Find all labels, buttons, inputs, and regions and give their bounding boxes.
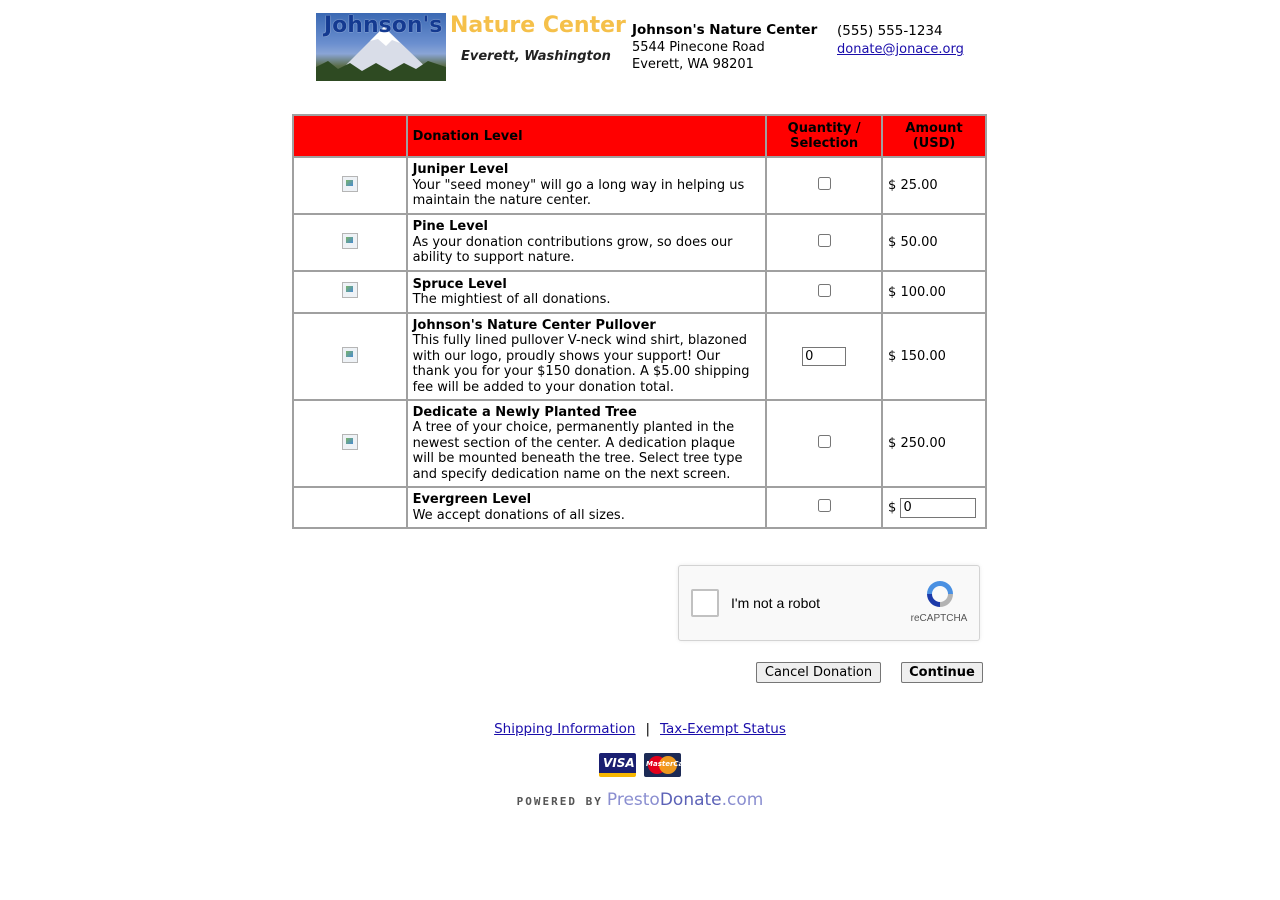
- row-selection-cell: [766, 400, 882, 487]
- row-image-cell: [293, 400, 407, 487]
- row-amount: $ 250.00: [882, 400, 986, 487]
- org-name: Johnson's Nature Center: [632, 22, 818, 38]
- row-description-cell: [407, 487, 767, 528]
- powered-by-logo: [0, 790, 1280, 810]
- level-name: Dedicate a Newly Planted Tree: [412, 405, 637, 421]
- site-logo: [316, 13, 626, 81]
- visa-text: VISA: [603, 756, 635, 770]
- row-description-cell: [407, 157, 767, 214]
- footer-links: [0, 721, 1280, 737]
- logo-subtitle: Everett, Washington: [461, 49, 611, 64]
- visa-card-icon: [599, 753, 636, 777]
- row-description-cell: [407, 313, 767, 400]
- pullover-quantity-input[interactable]: [802, 347, 846, 366]
- row-image-cell: [293, 487, 407, 528]
- level-name: Evergreen Level: [412, 492, 532, 508]
- level-name: Spruce Level: [412, 276, 507, 292]
- brand-com: .com: [721, 790, 764, 810]
- level-description: A tree of your choice, permanently planted in the newest section of the center. A dedication plaque will be mounted beneath the tree. Select tree type and specify dedication name on the next screen.: [412, 420, 743, 482]
- table-row: [293, 487, 986, 528]
- broken-image-icon: [342, 176, 358, 192]
- level-description: We accept donations of all sizes.: [412, 507, 625, 523]
- row-selection-cell: [766, 271, 882, 313]
- level-description: This fully lined pullover V-neck wind shirt, blazoned with our logo, proudly shows your support! Our thank you for your $150 donation. A $5.00 shipping fee will be added to your donation total.: [412, 333, 750, 395]
- row-selection-cell: [766, 214, 882, 271]
- broken-image-icon: [342, 434, 358, 450]
- table-row: [293, 157, 986, 214]
- row-selection-cell: [766, 313, 882, 400]
- tax-exempt-link[interactable]: Tax-Exempt Status: [660, 721, 786, 737]
- broken-image-icon: [342, 282, 358, 298]
- table-header-row: [293, 115, 986, 157]
- continue-button[interactable]: Continue: [901, 662, 983, 683]
- row-amount: $ 150.00: [882, 313, 986, 400]
- broken-image-icon: [342, 347, 358, 363]
- recaptcha-icon: [923, 578, 957, 610]
- table-row: [293, 400, 986, 487]
- mastercard-text: MasterCard: [646, 760, 692, 768]
- row-description-cell: [407, 400, 767, 487]
- row-selection-cell: [766, 157, 882, 214]
- recaptcha-widget: [678, 565, 980, 641]
- recaptcha-checkbox[interactable]: [691, 589, 719, 617]
- recaptcha-label: I'm not a robot: [731, 595, 821, 611]
- amount-currency: $: [888, 500, 897, 516]
- row-amount-cell: [882, 487, 986, 528]
- spruce-level-checkbox[interactable]: [818, 284, 831, 297]
- row-image-cell: [293, 214, 407, 271]
- header-quantity: Quantity / Selection: [766, 115, 882, 157]
- level-description: As your donation contributions grow, so does our ability to support nature.: [412, 234, 733, 266]
- donation-table: [292, 114, 987, 529]
- logo-title-part1: Johnson's: [324, 13, 443, 38]
- level-name: Juniper Level: [412, 162, 509, 178]
- row-image-cell: [293, 313, 407, 400]
- brand-donate: Donate: [659, 790, 722, 810]
- mastercard-icon: [644, 753, 692, 777]
- pine-level-checkbox[interactable]: [818, 234, 831, 247]
- evergreen-level-checkbox[interactable]: [818, 499, 831, 512]
- org-phone: (555) 555-1234: [837, 23, 943, 39]
- table-row: [293, 214, 986, 271]
- brand-presto: Presto: [606, 790, 660, 810]
- level-description: The mightiest of all donations.: [412, 292, 611, 307]
- footer-separator: |: [645, 721, 650, 737]
- level-name: Pine Level: [412, 219, 488, 235]
- dedicate-tree-checkbox[interactable]: [818, 435, 831, 448]
- row-selection-cell: [766, 487, 882, 528]
- powered-by-text: POWERED BY: [516, 795, 603, 808]
- cancel-donation-button[interactable]: Cancel Donation: [756, 662, 881, 683]
- org-email-link[interactable]: donate@jonace.org: [837, 42, 964, 57]
- row-description-cell: [407, 214, 767, 271]
- table-row: [293, 271, 986, 313]
- shipping-info-link[interactable]: Shipping Information: [494, 721, 636, 737]
- row-image-cell: [293, 271, 407, 313]
- recaptcha-brand: reCAPTCHA: [910, 613, 968, 624]
- row-image-cell: [293, 157, 407, 214]
- row-amount: $ 100.00: [882, 271, 986, 313]
- org-address: [632, 22, 817, 73]
- row-amount: $ 50.00: [882, 214, 986, 271]
- org-contact: [837, 22, 964, 59]
- header-amount: Amount (USD): [882, 115, 986, 157]
- logo-title: [324, 13, 626, 38]
- row-amount: $ 25.00: [882, 157, 986, 214]
- logo-title-part2: Nature Center: [450, 13, 626, 38]
- table-row: [293, 313, 986, 400]
- level-description: Your "seed money" will go a long way in helping us maintain the nature center.: [412, 177, 745, 209]
- org-city: Everett, WA 98201: [632, 57, 754, 72]
- header-image-col: [293, 115, 407, 157]
- org-street: 5544 Pinecone Road: [632, 40, 765, 55]
- row-description-cell: [407, 271, 767, 313]
- header-donation-level: Donation Level: [407, 115, 767, 157]
- juniper-level-checkbox[interactable]: [818, 177, 831, 190]
- broken-image-icon: [342, 233, 358, 249]
- level-name: Johnson's Nature Center Pullover: [412, 318, 656, 333]
- evergreen-amount-input[interactable]: [900, 498, 976, 518]
